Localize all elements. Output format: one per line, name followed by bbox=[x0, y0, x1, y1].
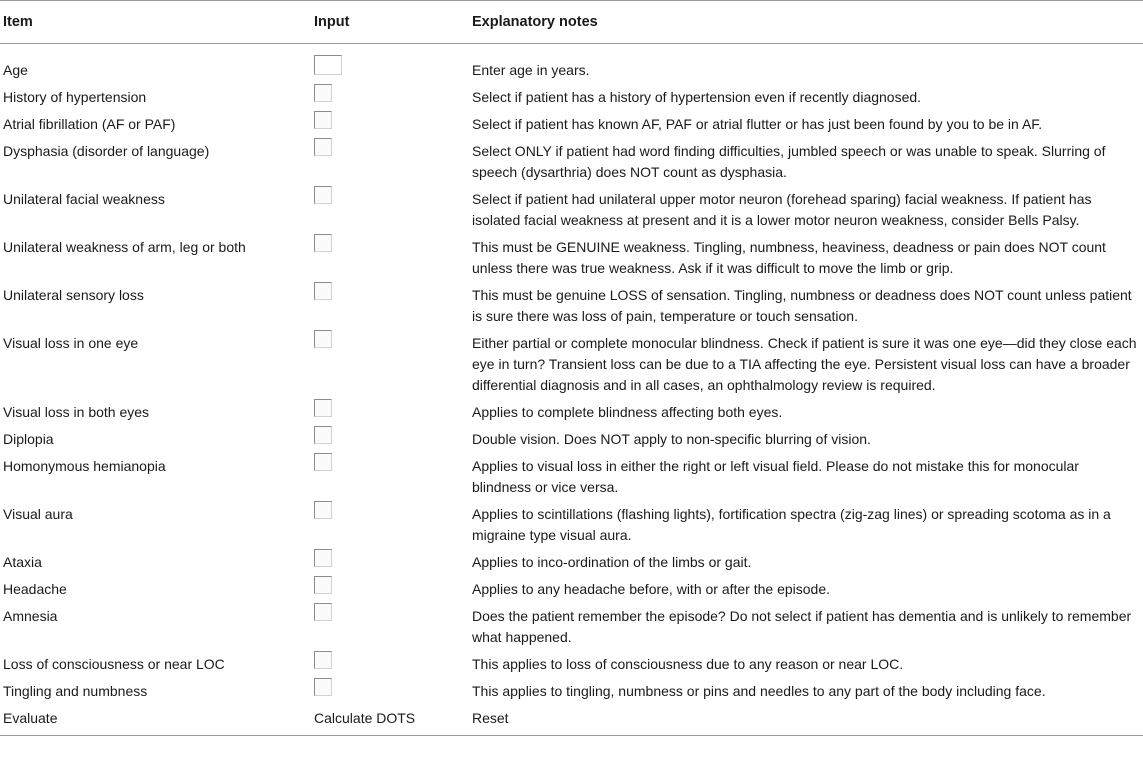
hypertension-checkbox[interactable] bbox=[314, 84, 332, 102]
item-label: Age bbox=[3, 62, 28, 78]
row-hypertension bbox=[0, 83, 1143, 110]
row-visual-loss-one-eye bbox=[0, 329, 1143, 398]
tingling-numbness-checkbox[interactable] bbox=[314, 678, 332, 696]
item-notes: Select ONLY if patient had word finding difficulties, jumbled speech or was unable to speak. Slurring of speech (dysarthria) does NOT count as dysphasia. bbox=[472, 143, 1106, 180]
row-visual-aura bbox=[0, 500, 1143, 548]
row-sensory-loss bbox=[0, 281, 1143, 329]
item-notes: Applies to complete blindness affecting both eyes. bbox=[472, 404, 783, 420]
item-notes: This applies to loss of consciousness due to any reason or near LOC. bbox=[472, 656, 904, 672]
item-notes: Applies to scintillations (flashing lights), fortification spectra (zig-zag lines) or spreading scotoma as in a migraine type visual aura. bbox=[472, 506, 1111, 543]
table-header-row bbox=[0, 1, 1143, 44]
item-notes: Applies to inco-ordination of the limbs or gait. bbox=[472, 554, 752, 570]
item-notes: Does the patient remember the episode? Do not select if patient has dementia and is unlikely to remember what happened. bbox=[472, 608, 1132, 645]
calculate-dots-button[interactable]: Calculate DOTS bbox=[314, 710, 416, 726]
item-label: Diplopia bbox=[3, 431, 54, 447]
item-notes: This applies to tingling, numbness or pins and needles to any part of the body including face. bbox=[472, 683, 1046, 699]
item-label: Homonymous hemianopia bbox=[3, 458, 166, 474]
atrial-fibrillation-checkbox[interactable] bbox=[314, 111, 332, 129]
headache-checkbox[interactable] bbox=[314, 576, 332, 594]
item-label: Tingling and numbness bbox=[3, 683, 148, 699]
item-notes: Enter age in years. bbox=[472, 62, 590, 78]
diplopia-checkbox[interactable] bbox=[314, 426, 332, 444]
limb-weakness-checkbox[interactable] bbox=[314, 234, 332, 252]
item-notes: Select if patient has known AF, PAF or atrial flutter or has just been found by you to be in AF. bbox=[472, 116, 1043, 132]
row-dysphasia bbox=[0, 137, 1143, 185]
loss-of-consciousness-checkbox[interactable] bbox=[314, 651, 332, 669]
reset-button[interactable]: Reset bbox=[472, 710, 509, 726]
item-notes: Select if patient had unilateral upper motor neuron (forehead sparing) facial weakness. If patient has isolated facial weakness at present and it is a lower motor neuron weakness, consider Bells Palsy. bbox=[472, 191, 1092, 228]
item-label: Dysphasia (disorder of language) bbox=[3, 143, 210, 159]
row-loss-of-consciousness bbox=[0, 650, 1143, 677]
item-label: Unilateral facial weakness bbox=[3, 191, 165, 207]
row-diplopia bbox=[0, 425, 1143, 452]
item-label: Visual loss in both eyes bbox=[3, 404, 150, 420]
header-notes: Explanatory notes bbox=[469, 1, 1143, 44]
item-notes: Select if patient has a history of hypertension even if recently diagnosed. bbox=[472, 89, 922, 105]
row-ataxia bbox=[0, 548, 1143, 575]
row-visual-loss-both-eyes bbox=[0, 398, 1143, 425]
amnesia-checkbox[interactable] bbox=[314, 603, 332, 621]
item-label: Amnesia bbox=[3, 608, 58, 624]
visual-aura-checkbox[interactable] bbox=[314, 501, 332, 519]
item-label: Headache bbox=[3, 581, 67, 597]
row-facial-weakness bbox=[0, 185, 1143, 233]
item-label: Unilateral weakness of arm, leg or both bbox=[3, 239, 246, 255]
row-evaluate bbox=[0, 704, 1143, 736]
row-hemianopia bbox=[0, 452, 1143, 500]
item-label: Ataxia bbox=[3, 554, 42, 570]
visual-loss-both-eyes-checkbox[interactable] bbox=[314, 399, 332, 417]
age-input[interactable] bbox=[314, 55, 342, 75]
dysphasia-checkbox[interactable] bbox=[314, 138, 332, 156]
row-headache bbox=[0, 575, 1143, 602]
item-label: Unilateral sensory loss bbox=[3, 287, 144, 303]
sensory-loss-checkbox[interactable] bbox=[314, 282, 332, 300]
item-label: Loss of consciousness or near LOC bbox=[3, 656, 225, 672]
row-tingling-numbness bbox=[0, 677, 1143, 704]
row-limb-weakness bbox=[0, 233, 1143, 281]
item-notes: This must be genuine LOSS of sensation. Tingling, numbness or deadness does NOT count unless patient is sure there was loss of pain, temperature or touch sensation. bbox=[472, 287, 1132, 324]
evaluate-label: Evaluate bbox=[0, 704, 312, 736]
item-label: Visual aura bbox=[3, 506, 73, 522]
item-notes: This must be GENUINE weakness. Tingling, numbness, heaviness, deadness or pain does NOT count unless there was true weakness. Ask if it was difficult to move the limb or grip. bbox=[472, 239, 1106, 276]
hemianopia-checkbox[interactable] bbox=[314, 453, 332, 471]
ataxia-checkbox[interactable] bbox=[314, 549, 332, 567]
row-atrial-fibrillation bbox=[0, 110, 1143, 137]
row-age bbox=[0, 44, 1143, 84]
facial-weakness-checkbox[interactable] bbox=[314, 186, 332, 204]
item-notes: Either partial or complete monocular blindness. Check if patient is sure it was one eye—did they close each eye in turn? Transient loss can be due to a TIA affecting the eye. Persistent visual loss can have a broader differential diagnosis and in all cases, an ophthalmology review is required. bbox=[472, 335, 1137, 393]
visual-loss-one-eye-checkbox[interactable] bbox=[314, 330, 332, 348]
item-label: History of hypertension bbox=[3, 89, 147, 105]
header-item: Item bbox=[0, 1, 312, 44]
header-input: Input bbox=[312, 1, 469, 44]
item-notes: Applies to any headache before, with or after the episode. bbox=[472, 581, 831, 597]
item-notes: Applies to visual loss in either the right or left visual field. Please do not mistake this for monocular blindness or vice versa. bbox=[472, 458, 1079, 495]
item-notes: Double vision. Does NOT apply to non-specific blurring of vision. bbox=[472, 431, 871, 447]
row-amnesia bbox=[0, 602, 1143, 650]
item-label: Atrial fibrillation (AF or PAF) bbox=[3, 116, 176, 132]
item-label: Visual loss in one eye bbox=[3, 335, 139, 351]
